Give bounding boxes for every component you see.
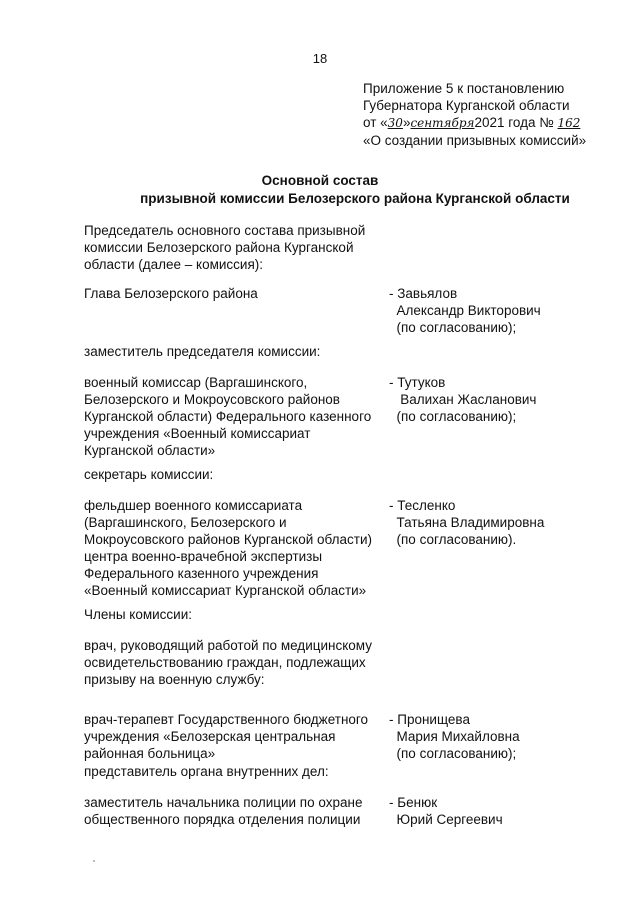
person-line: (по согласованию). xyxy=(389,532,517,547)
appendix-year: 2021 года № xyxy=(474,115,554,130)
role-line: центра военно-врачебной экспертизы xyxy=(84,549,323,564)
member-person xyxy=(389,374,589,425)
handwritten-day: 30 xyxy=(387,116,403,130)
doctor-heading xyxy=(84,637,384,688)
role-line: фельдшер военного комиссариата xyxy=(84,498,303,513)
heading-line: области (далее – комиссия): xyxy=(84,257,264,272)
member-person xyxy=(389,497,589,548)
appendix-date-prefix: от « xyxy=(363,115,388,130)
role-line: Курганской области» xyxy=(84,443,216,458)
handwritten-month: сентября xyxy=(410,116,475,130)
member-person xyxy=(389,794,589,828)
members-heading: Члены комиссии: xyxy=(84,607,193,622)
appendix-quote: » xyxy=(402,115,411,130)
person-line: - Тутуков xyxy=(389,375,446,390)
role-line: учреждения «Белозерская центральная xyxy=(84,729,336,744)
title-line-1: Основной состав xyxy=(261,173,379,188)
appendix-line-4: «О создании призывных комиссий» xyxy=(363,133,587,148)
member-person xyxy=(389,711,589,762)
role-line: «Военный комиссариат Курганской области» xyxy=(84,583,367,598)
member-role xyxy=(84,497,384,599)
heading-line: освидетельствованию граждан, подлежащих xyxy=(84,655,366,670)
appendix-line-1: Приложение 5 к постановлению xyxy=(363,81,565,96)
member-person xyxy=(389,285,589,336)
police-heading: представитель органа внутренних дел: xyxy=(84,764,329,779)
appendix-line-2: Губернатора Курганской области xyxy=(363,98,570,113)
member-role xyxy=(84,285,384,302)
member-role xyxy=(84,711,384,762)
secretary-heading: секретарь комиссии: xyxy=(84,467,214,482)
role-line: Мокроусовского районов Курганской области) xyxy=(84,532,373,547)
member-role xyxy=(84,374,384,459)
heading-line: комиссии Белозерского района Курганской xyxy=(84,240,354,255)
role-line: (Варгашинского, Белозерского и xyxy=(84,515,287,530)
scan-speck xyxy=(93,860,95,862)
appendix-header xyxy=(363,80,586,149)
role-line: Глава Белозерского района xyxy=(84,286,258,301)
person-line: Александр Викторович xyxy=(389,303,541,318)
role-line: военный комиссар (Варгашинского, xyxy=(84,375,308,390)
title-line-2: призывной комиссии Белозерского района Курганской области xyxy=(140,191,570,206)
role-line: районная больница» xyxy=(84,746,216,761)
person-line: - Пронищева xyxy=(389,712,470,727)
person-line: Татьяна Владимировна xyxy=(389,515,545,530)
role-line: Федерального казенного учреждения xyxy=(84,566,319,581)
person-line: Валихан Жасланович xyxy=(389,392,537,407)
person-line: (по согласованию); xyxy=(389,320,517,335)
page-number: 18 xyxy=(312,51,328,66)
role-line: Курганской области) Федерального казенного xyxy=(84,409,372,424)
person-line: - Бенюк xyxy=(389,795,438,810)
person-line: Юрий Сергеевич xyxy=(389,812,503,827)
person-line: - Завьялов xyxy=(389,286,458,301)
document-title xyxy=(0,172,640,208)
role-line: Белозерского и Мокроусовского районов xyxy=(84,392,340,407)
heading-line: врач, руководящий работой по медицинскому xyxy=(84,638,372,653)
role-line: общественного порядка отделения полиции xyxy=(84,812,361,827)
person-line: (по согласованию); xyxy=(389,409,517,424)
appendix-line-3 xyxy=(363,114,586,132)
deputy-heading: заместитель председателя комиссии: xyxy=(84,344,321,359)
person-line: - Тесленко xyxy=(389,498,456,513)
chairman-heading xyxy=(84,222,384,273)
person-line: Мария Михайловна xyxy=(389,729,520,744)
heading-line: Председатель основного состава призывной xyxy=(84,223,366,238)
member-role xyxy=(84,794,384,828)
role-line: учреждения «Военный комиссариат xyxy=(84,426,311,441)
person-line: (по согласованию); xyxy=(389,746,517,761)
role-line: заместитель начальника полиции по охране xyxy=(84,795,363,810)
handwritten-number: 162 xyxy=(557,116,581,130)
role-line: врач-терапевт Государственного бюджетного xyxy=(84,712,369,727)
heading-line: призыву на военную службу: xyxy=(84,672,265,687)
